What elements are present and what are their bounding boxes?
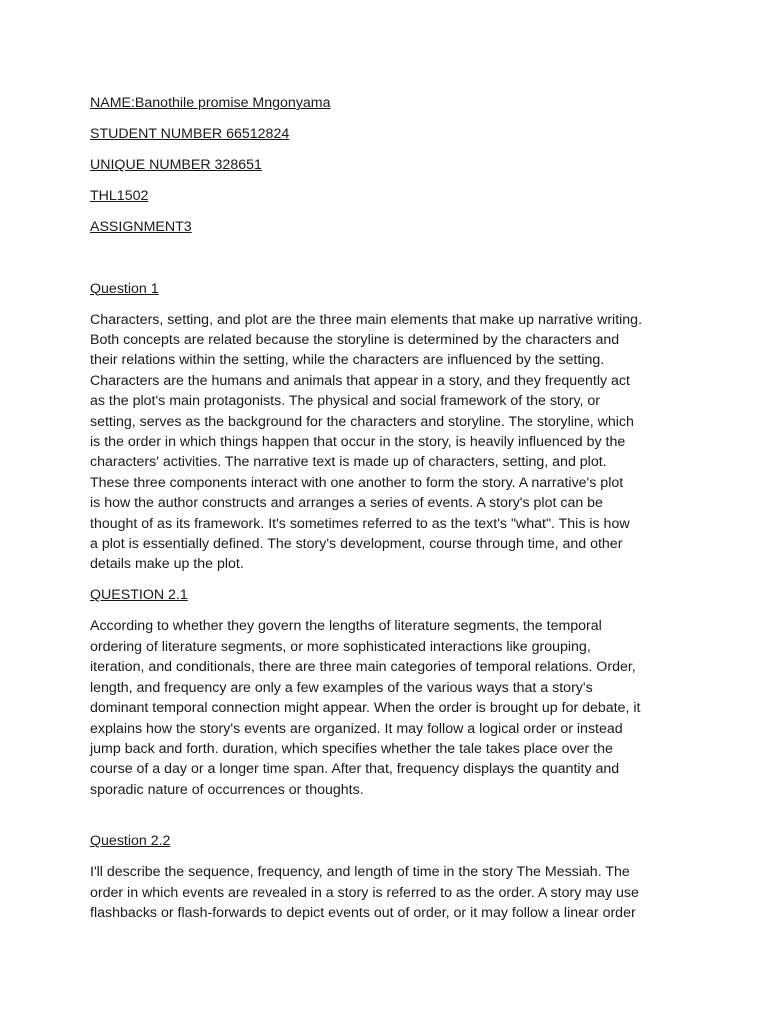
student-name: NAME:Banothile promise Mngonyama	[90, 95, 331, 111]
text-line: length, and frequency are only a few examples of the various ways that a story's	[90, 679, 593, 696]
text-line: is how the author constructs and arranges a series of events. A story's plot can be	[90, 495, 603, 512]
text-line: course of a day or a longer time span. After that, frequency displays the quantity and	[90, 761, 620, 778]
unique-number: UNIQUE NUMBER 328651	[90, 157, 262, 173]
document-content	[90, 93, 682, 934]
text-line: Characters, setting, and plot are the three main elements that make up narrative writing.	[90, 311, 643, 328]
student-number: STUDENT NUMBER 66512824	[90, 126, 290, 142]
text-line: explains how the story's events are organized. It may follow a logical order or instead	[90, 720, 623, 737]
text-line: I'll describe the sequence, frequency, and length of time in the story The Messiah. The	[90, 864, 630, 881]
text-line: details make up the plot.	[90, 556, 244, 573]
text-line: order in which events are revealed in a story is referred to as the order. A story may use	[90, 884, 639, 901]
text-line: Both concepts are related because the storyline is determined by the characters and	[90, 332, 620, 348]
text-line: Characters are the humans and animals that appear in a story, and they frequently act	[90, 372, 630, 389]
text-line: setting, serves as the background for the characters and storyline. The storyline, which	[90, 413, 634, 430]
text-line: is the order in which things happen that occur in the story, is heavily influenced by the	[90, 434, 626, 451]
text-line: their relations within the setting, while the characters are influenced by the setting.	[90, 352, 605, 369]
question-1-heading: Question 1	[90, 280, 159, 297]
text-line: iteration, and conditionals, there are three main categories of temporal relations. Order,	[90, 659, 636, 676]
text-line: as the plot's main protagonists. The physical and social framework of the story, or	[90, 393, 601, 410]
text-line: a plot is essentially defined. The story's development, course through time, and other	[90, 536, 623, 553]
text-line: flashbacks or flash-forwards to depict events out of order, or it may follow a linear order	[90, 904, 636, 921]
spacer	[90, 248, 682, 279]
text-line: These three components interact with one another to form the story. A narrative's plot	[90, 474, 624, 491]
spacer	[90, 811, 682, 831]
text-line: sporadic nature of occurrences or thoughts.	[90, 781, 364, 798]
question-2-1-heading: QUESTION 2.1	[90, 587, 188, 604]
text-line: jump back and forth. duration, which specifies whether the tale takes place over the	[90, 740, 613, 757]
question-1-answer	[90, 310, 682, 575]
question-2-2-heading: Question 2.2	[90, 833, 171, 850]
text-line: According to whether they govern the lengths of literature segments, the temporal	[90, 618, 602, 635]
question-2-1-answer	[90, 616, 682, 800]
assignment-title: ASSIGNMENT3	[90, 219, 192, 235]
question-2-2-answer	[90, 862, 682, 923]
text-line: dominant temporal connection might appear. When the order is brought up for debate, it	[90, 700, 641, 717]
module-code: THL1502	[90, 188, 149, 204]
text-line: characters' activities. The narrative text is made up of characters, setting, and plot.	[90, 454, 607, 471]
text-line: thought of as its framework. It's sometimes referred to as the text's "what". This is how	[90, 515, 630, 532]
text-line: ordering of literature segments, or more sophisticated interactions like grouping,	[90, 638, 591, 655]
